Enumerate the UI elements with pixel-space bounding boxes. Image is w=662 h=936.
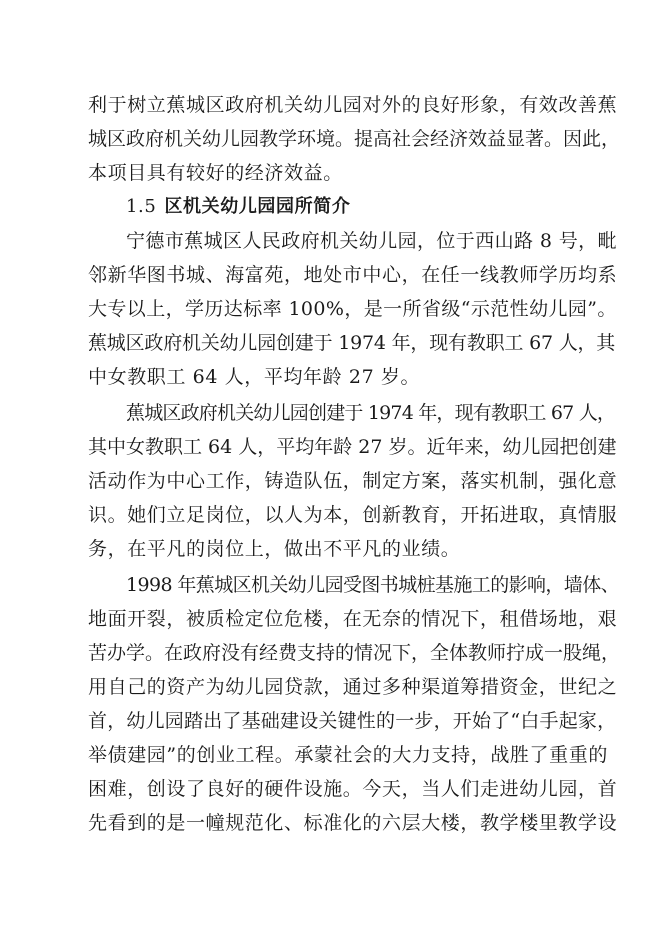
paragraph-line: 举债建园”的创业工程。承蒙社会的大力支持，战胜了重重的 (88, 744, 608, 766)
paragraph-line: 务，在平凡的岗位上，做出不平凡的业绩。 (88, 538, 461, 560)
intro-line: 城区政府机关幼儿园教学环境。提高社会经济效益显著。因此， (88, 128, 621, 150)
paragraph-line: 先看到的是一幢规范化、标准化的六层大楼，教学楼里教学设 (88, 812, 618, 834)
paragraph-line: 活动作为中心工作，铸造队伍，制定方案，落实机制，强化意 (88, 470, 618, 492)
paragraph-line: 首，幼儿园踏出了基础建设关键性的一步，开始了“白手起家， (88, 710, 617, 732)
paragraph-line: 蕉城区政府机关幼儿园创建于 1974 年，现有教职工 67 人， (126, 402, 616, 424)
paragraph-line: 1998 年蕉城区机关幼儿园受图书城桩基施工的影响，墙体、 (126, 574, 619, 596)
paragraph-line: 大专以上，学历达标率 100%，是一所省级“示范性幼儿园”。 (88, 298, 617, 320)
paragraph-line: 识。她们立足岗位，以人为本，创新教育，开拓进取，真情服 (88, 504, 618, 526)
paragraph-line: 邻新华图书城、海富苑，地处市中心，在任一线教师学历均系 (88, 264, 618, 286)
paragraph-line: 苦办学。在政府没有经费支持的情况下，全体教师拧成一股绳， (88, 642, 621, 664)
section-number: 1.5 (126, 196, 157, 217)
paragraph-line: 蕉城区政府机关幼儿园创建于 1974 年，现有教职工 67 人，其 (88, 332, 616, 354)
paragraph-line: 宁德市蕉城区人民政府机关幼儿园，位于西山路 8 号，毗 (126, 230, 617, 252)
intro-line: 本项目具有较好的经济效益。 (88, 162, 343, 184)
paragraph-line: 用自己的资产为幼儿园贷款，通过多种渠道筹措资金，世纪之 (88, 676, 618, 698)
paragraph-line: 中女教职工 64 人，平均年龄 27 岁。 (88, 366, 421, 388)
paragraph-line: 地面开裂，被质检定位危楼，在无奈的情况下，租借场地，艰 (88, 608, 618, 630)
section-title: 区机关幼儿园园所简介 (164, 196, 351, 217)
intro-line: 利于树立蕉城区政府机关幼儿园对外的良好形象，有效改善蕉 (88, 94, 618, 116)
section-heading (126, 192, 350, 222)
paragraph-line: 困难，创设了良好的硬件设施。今天，当人们走进幼儿园，首 (88, 778, 618, 800)
paragraph-line: 其中女教职工 64 人，平均年龄 27 岁。近年来，幼儿园把创建 (88, 436, 617, 458)
